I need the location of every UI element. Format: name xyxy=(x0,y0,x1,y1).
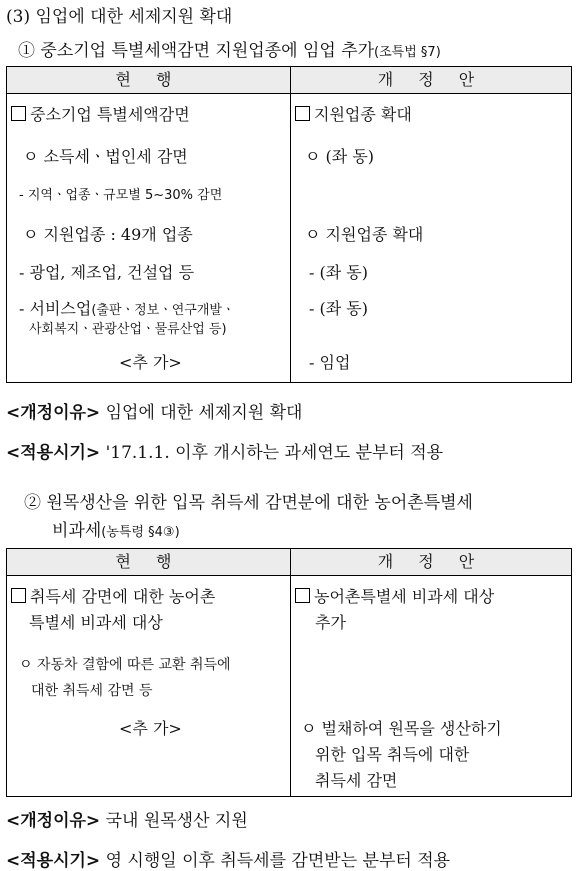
table2-left-line-2: 특별세 비과세 대상 xyxy=(29,613,163,632)
item2-reason-label: <개정이유> xyxy=(6,811,101,831)
table1-header-revised: 개 정 안 xyxy=(291,67,572,94)
table2-revised-cell xyxy=(291,576,572,797)
table1-left-line-4: ㅇ 지원업종 : 49개 업종 xyxy=(23,225,193,244)
table1-left-line-5: - 광업, 제조업, 건설업 등 xyxy=(19,263,195,282)
item2-reason xyxy=(6,806,248,831)
table2-left-line-3: ㅇ 자동차 결함에 따른 교환 취득에 xyxy=(19,657,231,673)
item1-title-text: ① 중소기업 특별세액감면 지원업종에 임업 추가 xyxy=(18,41,375,61)
table2-right-line-4: 위한 입목 취득에 대한 xyxy=(315,745,470,764)
item2-timing-label: <적용시기> xyxy=(6,851,101,871)
table1-right-line-3: ㅇ 지원업종 확대 xyxy=(305,225,424,244)
table2-header-revised: 개 정 안 xyxy=(291,549,572,576)
item1-timing xyxy=(6,438,443,463)
table1-right-line-5: - (좌 동) xyxy=(309,299,368,318)
table1-left-line-3: - 지역ㆍ업종ㆍ규모별 5~30% 감면 xyxy=(19,188,223,203)
item1-ref: (조특법 §7) xyxy=(374,45,441,60)
item2-ref: (농특령 §4③) xyxy=(101,525,180,540)
table1-right-line-1: 지원업종 확대 xyxy=(295,102,412,125)
table2-right-line-5: 취득세 감면 xyxy=(315,771,398,790)
table1-current-cell xyxy=(7,94,291,383)
checkbox-icon xyxy=(11,106,26,121)
table1-left-line-8: <추 가> xyxy=(119,353,182,372)
table1-right-line-6: - 임업 xyxy=(309,353,351,372)
table2-right-line-1: 농어촌특별세 비과세 대상 xyxy=(295,584,494,607)
table2-right-line-3: ㅇ 벌채하여 원목을 생산하기 xyxy=(301,719,502,738)
item2-title-line2: 비과세(농특령 §4③) xyxy=(52,521,180,541)
table2-right-line-2: 추가 xyxy=(315,613,346,632)
table1-right-line-2: ㅇ (좌 동) xyxy=(305,147,375,166)
item1-timing-text: '17.1.1. 이후 개시하는 과세연도 분부터 적용 xyxy=(105,443,444,463)
table1-left-line-7: 사회복지ㆍ관광산업ㆍ물류산업 등) xyxy=(29,322,227,337)
table2-header-current: 현 행 xyxy=(7,549,291,576)
checkbox-icon xyxy=(295,106,310,121)
table1-left-line-6: - 서비스업(출판ㆍ정보ㆍ연구개발ㆍ xyxy=(19,299,235,318)
item2-title-line1: ② 원목생산을 위한 입목 취득세 감면분에 대한 농어촌특별세 xyxy=(24,493,473,513)
item2-timing xyxy=(6,846,450,871)
table1-left-line-2: ㅇ 소득세ㆍ법인세 감면 xyxy=(23,147,188,166)
comparison-table-2 xyxy=(6,548,572,797)
checkbox-icon xyxy=(295,588,310,603)
item1-title xyxy=(18,36,441,61)
item2-reason-text: 국내 원목생산 지원 xyxy=(105,811,248,831)
item2-timing-text: 영 시행일 이후 취득세를 감면받는 분부터 적용 xyxy=(105,851,451,871)
table1-header-current: 현 행 xyxy=(7,67,291,94)
section-title: (3) 임업에 대한 세제지원 확대 xyxy=(6,7,233,27)
table1-right-line-4: - (좌 동) xyxy=(309,263,368,282)
checkbox-icon xyxy=(11,588,26,603)
table2-left-line-4: 대한 취득세 감면 등 xyxy=(31,683,153,699)
table1-left-line-1: 중소기업 특별세액감면 xyxy=(11,102,190,125)
table1-revised-cell xyxy=(291,94,572,383)
item1-timing-label: <적용시기> xyxy=(6,443,101,463)
table2-left-line-5: <추 가> xyxy=(119,719,182,738)
item1-reason-label: <개정이유> xyxy=(6,403,101,423)
table2-current-cell xyxy=(7,576,291,797)
comparison-table-1 xyxy=(6,66,572,383)
item1-reason-text: 임업에 대한 세제지원 확대 xyxy=(105,403,303,423)
item1-reason xyxy=(6,398,302,423)
table2-left-line-1: 취득세 감면에 대한 농어촌 xyxy=(11,584,215,607)
